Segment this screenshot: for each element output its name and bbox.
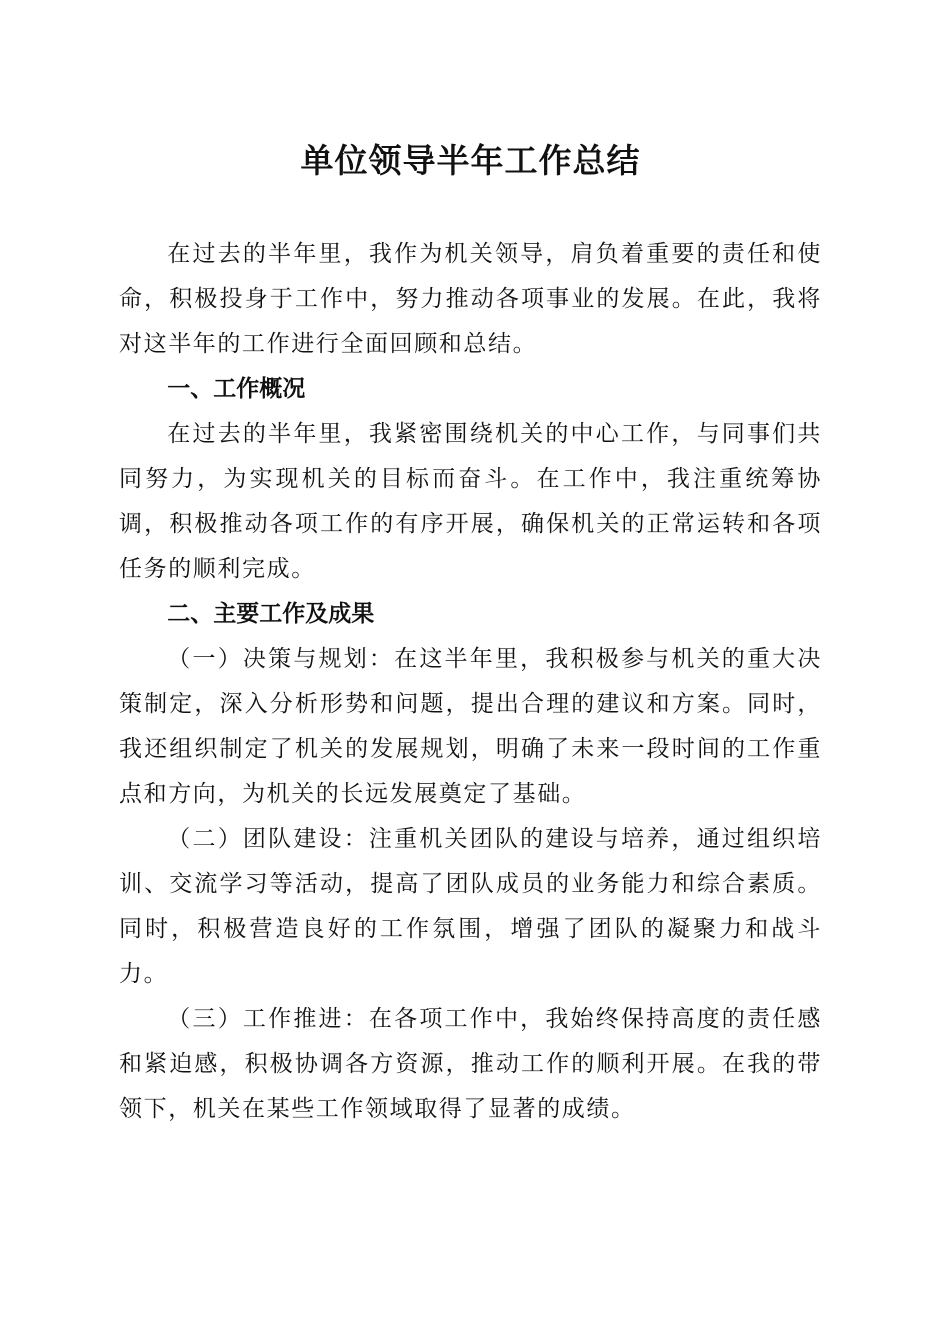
document-title: 单位领导半年工作总结 [300,141,641,180]
overview-paragraph: 在过去的半年里，我紧密围绕机关的中心工作，与同事们共同努力，为实现机关的目标而奋斗。在工作中，我注重统筹协调，积极推动各项工作的有序开展，确保机关的正常运转和各项任务的顺利完成。 [119,421,822,582]
section-heading-overview: 一、工作概况 [167,376,306,402]
team-building-paragraph: （二）团队建设：注重机关团队的建设与培养，通过组织培训、交流学习等活动，提高了团队成员的业务能力和综合素质。同时，积极营造良好的工作氛围，增强了团队的凝聚力和战斗力。 [119,826,822,987]
document-body [119,232,822,1132]
decision-planning-paragraph: （一）决策与规划：在这半年里，我积极参与机关的重大决策制定，深入分析形势和问题，提出合理的建议和方案。同时，我还组织制定了机关的发展规划，明确了未来一段时间的工作重点和方向，为机关的长远发展奠定了基础。 [119,646,822,807]
work-progress-paragraph: （三）工作推进：在各项工作中，我始终保持高度的责任感和紧迫感，积极协调各方资源，推动工作的顺利开展。在我的带领下，机关在某些工作领域取得了显著的成绩。 [119,1006,822,1122]
intro-paragraph: 在过去的半年里，我作为机关领导，肩负着重要的责任和使命，积极投身于工作中，努力推动各项事业的发展。在此，我将对这半年的工作进行全面回顾和总结。 [119,241,822,357]
section-heading-achievements: 二、主要工作及成果 [167,601,375,627]
